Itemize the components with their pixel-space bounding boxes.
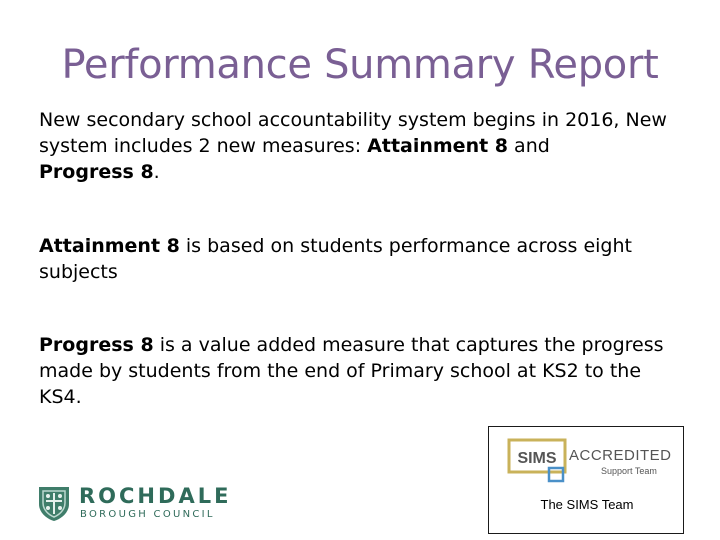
p1-text-1: New secondary school accountability system begins in 2016, New system includes 2 new measures:	[39, 109, 667, 157]
p1-text-2: and	[508, 135, 550, 157]
sims-accredited-text: ACCREDITED	[569, 447, 672, 464]
rochdale-subtitle: BOROUGH COUNCIL	[80, 509, 215, 520]
paragraph-progress	[39, 332, 689, 410]
sims-support-team-text: Support Team	[601, 466, 657, 476]
p2-text-1: is based on students performance across eight subjects	[39, 235, 632, 283]
sims-logo-word: SIMS	[517, 450, 557, 467]
p1-attainment-8: Attainment 8	[367, 135, 509, 157]
sims-accredited-box	[488, 426, 684, 534]
rochdale-name: ROCHDALE	[79, 484, 232, 508]
rochdale-logo	[36, 484, 232, 524]
paragraph-attainment	[39, 233, 689, 285]
p1-progress-8: Progress 8	[39, 161, 154, 183]
page-title: Performance Summary Report	[61, 42, 659, 88]
rochdale-crest-icon	[36, 484, 72, 522]
sims-caption: The SIMS Team	[540, 497, 634, 512]
p3-text-1: is a value added measure that captures the progress made by students from the end of Primary school at KS2 to the KS4.	[39, 334, 664, 408]
p1-text-3: .	[153, 161, 160, 183]
paragraph-accountability	[39, 107, 689, 185]
p2-attainment-8: Attainment 8	[39, 235, 180, 257]
p3-progress-8: Progress 8	[39, 334, 154, 356]
sims-accredited-logo	[507, 438, 677, 494]
